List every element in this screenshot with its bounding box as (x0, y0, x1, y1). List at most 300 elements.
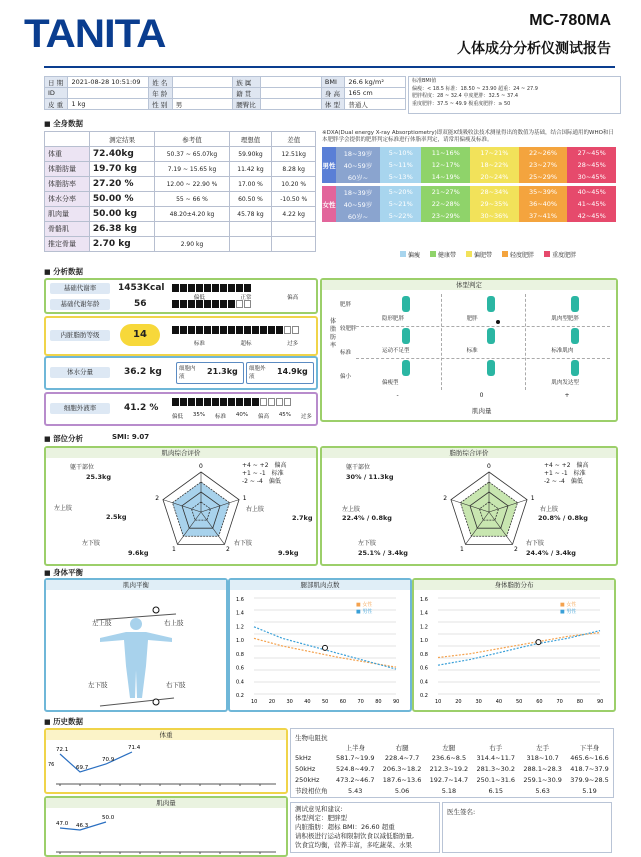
comp-cell: 12.51kg (272, 147, 316, 162)
svg-text:2: 2 (443, 494, 448, 502)
comp-cell (155, 222, 229, 237)
dxa-row (322, 159, 616, 171)
bmr-panel (44, 278, 318, 314)
comp-header: 测定结果 (89, 132, 154, 147)
comp-cell: 50.00 kg (89, 207, 154, 222)
impedance-row (291, 774, 613, 785)
impedance-cell: 465.6~16.6 (570, 753, 609, 762)
svg-text:40: 40 (304, 699, 311, 705)
dxa-cell: 5~11% (380, 159, 421, 171)
bmr-age-label: 基础代谢年龄 (50, 299, 110, 310)
svg-text:90: 90 (597, 699, 604, 705)
svg-text:70.9: 70.9 (102, 757, 115, 763)
model-number: MC-780MA (529, 12, 611, 29)
comp-cell: 17.00 % (229, 177, 272, 192)
comp-cell: 2.70 kg (89, 237, 154, 252)
impedance-cell: 187.6~13.6 (382, 775, 422, 784)
dxa-cell: 36~40% (519, 198, 568, 210)
body-type-cell: 肥胖 (466, 316, 478, 322)
body-type-y-tick: 标准 (340, 350, 352, 356)
comp-cell: 体脂肪量 (45, 162, 90, 177)
comp-cell: 10.20 % (272, 177, 316, 192)
dxa-cell: 28~45% (567, 159, 616, 171)
balance-ra-label: 右上肢 (164, 619, 184, 627)
svg-text:■ 女性: ■ 女性 (356, 602, 373, 608)
body-type-grid (340, 294, 610, 390)
dxa-row (322, 186, 616, 198)
comp-cell (229, 237, 272, 252)
info-key: 年 龄 (149, 88, 172, 99)
svg-text:60: 60 (339, 699, 347, 705)
comp-cell: 50.00 % (89, 192, 154, 207)
comp-cell: -10.50 % (272, 192, 316, 207)
body-type-cell: 标准 (466, 348, 478, 354)
visceral-fat-panel (44, 316, 318, 356)
dxa-cell: 40~45% (567, 186, 616, 198)
balance-la-label: 左上肢 (92, 619, 112, 627)
muscle-ra-value: 2.7kg (292, 514, 313, 522)
comp-row (45, 162, 316, 177)
comp-cell: 26.38 kg (89, 222, 154, 237)
dxa-cell: 5~20% (380, 186, 421, 198)
body-type-cell: 标准肌肉 (551, 348, 574, 354)
impedance-header: 右手 (489, 744, 503, 752)
fat-distribution-panel (412, 578, 616, 712)
svg-text:0.4: 0.4 (420, 679, 428, 686)
ecr-bar (172, 398, 291, 406)
svg-text:■ 男性: ■ 男性 (356, 609, 373, 615)
impedance-cell: 418.7~37.9 (570, 764, 609, 773)
impedance-cell: 5.19 (582, 786, 597, 795)
muscle-trunk-label: 躯干部位 (70, 464, 95, 471)
dxa-note: ※DXA(Dual energy X-ray Absorptiometry)即双能X线吸收法技术测量得出的数值为基础，结合国际通用的WHO和日本肥胖学会提供的肥胖判定标准进行体脂率判定，请常用偏瘦及标准。 (322, 130, 614, 143)
svg-text:80: 80 (375, 699, 382, 705)
svg-text:■ 男性: ■ 男性 (560, 609, 577, 615)
svg-text:30: 30 (286, 699, 293, 705)
dxa-legend-item: 重度肥胖 (544, 250, 576, 259)
dxa-row (322, 171, 616, 183)
svg-text:1: 1 (242, 494, 247, 502)
svg-text:50: 50 (322, 699, 329, 705)
dxa-age: 18~39岁 (336, 186, 380, 198)
svg-text:■ 女性: ■ 女性 (560, 602, 577, 608)
comp-cell: 27.20 % (89, 177, 154, 192)
dxa-legend-item: 轻度肥胖 (502, 250, 534, 259)
svg-text:69.7: 69.7 (76, 765, 89, 771)
info-key: 日 期 (45, 77, 68, 88)
bmr-bar (172, 284, 251, 292)
dxa-age: 18~39岁 (336, 147, 380, 159)
figure-icon (402, 328, 410, 344)
comp-cell: 8.28 kg (272, 162, 316, 177)
muscle-balance-panel (44, 578, 228, 712)
body-type-x-ticks: - 0 + (396, 392, 570, 399)
body-type-cell: 肌肉型肥胖 (551, 316, 579, 322)
bmr-age-value: 56 (134, 299, 147, 309)
balance-rl-label: 右下肢 (166, 681, 186, 689)
impedance-panel (290, 728, 614, 798)
svg-text:20: 20 (268, 699, 276, 705)
dxa-cell: 35~39% (519, 186, 568, 198)
icw-box: 细胞内液 21.3kg (176, 362, 244, 384)
comp-cell: 72.40kg (89, 147, 154, 162)
dxa-age: 40~59岁 (336, 159, 380, 171)
comp-header: 理想值 (229, 132, 272, 147)
header-divider (44, 66, 615, 68)
visceral-label: 内脏脂肪等级 (50, 330, 110, 341)
doctor-signature-label: 医生签名: (447, 808, 476, 816)
figure-icon (402, 296, 410, 312)
leg-muscle-panel (228, 578, 412, 712)
comp-cell: 体重 (45, 147, 90, 162)
impedance-header: 右腿 (395, 744, 409, 752)
comp-row (45, 207, 316, 222)
body-type-marker (496, 320, 500, 324)
dxa-legend (400, 250, 576, 259)
dxa-cell: 37~41% (519, 210, 568, 222)
impedance-cell: 314.4~11.7 (476, 753, 516, 762)
dxa-cell: 5~13% (380, 171, 421, 183)
info-value (68, 88, 149, 99)
section-balance: ■ 身体平衡 (44, 567, 83, 578)
impedance-cell: 5.06 (394, 786, 410, 795)
comp-cell: 4.22 kg (272, 207, 316, 222)
info-table (44, 76, 406, 110)
weight-history-title: 体重 (46, 730, 286, 740)
muscle-history-panel (44, 796, 288, 857)
muscle-history-title: 肌肉量 (46, 798, 286, 808)
fat-la-value: 22.4% / 0.8kg (342, 514, 392, 522)
smi-value: SMI: 9.07 (112, 433, 150, 441)
fat-trunk-value: 30% / 11.3kg (346, 473, 394, 481)
dxa-row (322, 210, 616, 222)
leg-muscle-title: 腿部肌肉点数 (230, 580, 410, 590)
info-value: 165 cm (345, 88, 406, 99)
segment-legend-row: -2 ~ -4 偏低 (242, 478, 281, 485)
section-segment: ■ 部位分析 (44, 433, 83, 444)
impedance-cell: 318~10.7 (526, 753, 559, 762)
body-type-panel (320, 278, 618, 422)
dxa-cell: 18~22% (470, 159, 519, 171)
body-composition-table (44, 131, 316, 252)
svg-text:71.4: 71.4 (128, 745, 141, 751)
impedance-cell: 473.2~46.7 (335, 775, 375, 784)
svg-text:10: 10 (251, 699, 258, 705)
info-key: BMI (321, 77, 344, 88)
report-title: 人体成分分析仪测试报告 (457, 41, 611, 57)
dxa-legend-item: 偏瘦 (400, 250, 420, 259)
svg-text:0.8: 0.8 (236, 651, 244, 658)
fat-segment-legend (544, 462, 589, 486)
comp-cell: 48.20±4.20 kg (155, 207, 229, 222)
info-key: ID (45, 88, 68, 99)
comp-cell: 骨骼肌 (45, 222, 90, 237)
svg-text:0.6: 0.6 (236, 665, 244, 672)
muscle-la-label: 左上肢 (54, 505, 73, 512)
fat-rl-label: 右下肢 (526, 540, 545, 547)
figure-icon (571, 328, 579, 344)
dxa-age: 40~59岁 (336, 198, 380, 210)
muscle-trunk-value: 25.3kg (86, 473, 112, 481)
comp-cell: 推定骨量 (45, 237, 90, 252)
water-label: 体水分量 (50, 367, 110, 378)
comp-cell: 45.78 kg (229, 207, 272, 222)
dxa-cell: 17~21% (470, 147, 519, 159)
balance-ll-label: 左下肢 (88, 681, 108, 689)
body-silhouette (76, 594, 196, 708)
info-key: 籍 贯 (233, 88, 261, 99)
info-value: 1 kg (68, 99, 149, 110)
dxa-cell: 22~26% (519, 147, 568, 159)
info-key: 性 别 (149, 99, 172, 110)
comp-cell: 体水分率 (45, 192, 90, 207)
dxa-cell: 28~34% (470, 186, 519, 198)
svg-text:0.8: 0.8 (420, 651, 428, 658)
dxa-cell: 29~35% (470, 198, 519, 210)
svg-text:1.4: 1.4 (420, 610, 428, 617)
impedance-row (291, 763, 613, 774)
dxa-cell: 23~29% (421, 210, 470, 222)
dxa-row (322, 147, 616, 159)
body-type-cell: 肌肉发达型 (551, 380, 579, 386)
comp-cell: 2.90 kg (155, 237, 229, 252)
muscle-balance-title: 肌肉平衡 (46, 580, 226, 590)
info-key: 腰臀比 (233, 99, 261, 110)
dxa-legend-item: 健康带 (430, 250, 456, 259)
impedance-cell: 192.7~14.7 (429, 775, 469, 784)
age-bar (172, 300, 251, 308)
impedance-cell: 250.1~31.6 (476, 775, 516, 784)
fat-trunk-label: 躯干部位 (346, 464, 371, 471)
svg-text:47.0: 47.0 (56, 821, 69, 827)
info-value (261, 99, 322, 110)
impedance-title: 生物电阻抗 (295, 734, 328, 742)
svg-text:0.4: 0.4 (236, 679, 244, 686)
dxa-cell: 25~29% (519, 171, 568, 183)
fat-ll-value: 25.1% / 3.4kg (358, 549, 408, 557)
svg-text:1: 1 (530, 494, 535, 502)
bmr-scale: 偏低 正常 偏高 (193, 295, 299, 301)
comp-row (45, 237, 316, 252)
body-type-x-axis: 肌肉量 (472, 407, 492, 415)
impedance-cell: 5kHz (295, 753, 312, 762)
dxa-age: 60岁~ (336, 171, 380, 183)
impedance-header: 下半身 (579, 744, 600, 752)
impedance-cell: 6.15 (488, 786, 504, 795)
info-value (261, 77, 322, 88)
comp-cell: 59.90kg (229, 147, 272, 162)
comp-cell: 肌肉量 (45, 207, 90, 222)
info-key: 皮 重 (45, 99, 68, 110)
muscle-ra-label: 右上肢 (246, 506, 265, 513)
body-type-y-tick: 偏小 (340, 374, 352, 380)
info-key: 族 属 (233, 77, 261, 88)
svg-text:60: 60 (536, 699, 543, 705)
impedance-cell: 259.1~30.9 (523, 775, 562, 784)
comp-header: 差值 (272, 132, 316, 147)
dxa-gender: 男性 (322, 147, 336, 183)
info-value: 男 (172, 99, 233, 110)
info-row (45, 99, 406, 110)
dxa-age: 60岁~ (336, 210, 380, 222)
svg-text:0: 0 (487, 463, 491, 470)
visceral-bar (172, 326, 299, 334)
fat-rl-value: 24.4% / 3.4kg (526, 549, 576, 557)
fat-segment-title: 脂肪综合评价 (322, 448, 616, 458)
muscle-segment-title: 肌肉综合评价 (46, 448, 316, 458)
dxa-legend-item: 偏肥带 (466, 250, 492, 259)
impedance-row (291, 785, 613, 796)
dxa-cell: 12~17% (421, 159, 470, 171)
svg-text:2: 2 (514, 546, 518, 554)
svg-text:1.6: 1.6 (236, 597, 244, 603)
impedance-cell: 379.9~28.5 (570, 775, 609, 784)
muscle-la-value: 2.5kg (106, 513, 127, 521)
dxa-cell: 22~28% (421, 198, 470, 210)
comp-cell: 11.42 kg (229, 162, 272, 177)
impedance-cell: 5.18 (441, 786, 457, 795)
svg-text:1: 1 (171, 546, 176, 554)
svg-text:76: 76 (48, 762, 55, 768)
impedance-cell: 50kHz (295, 764, 316, 773)
svg-text:1.2: 1.2 (420, 624, 428, 631)
svg-text:46.3: 46.3 (76, 823, 89, 829)
dxa-cell: 20~24% (470, 171, 519, 183)
comp-cell: 体脂肪率 (45, 177, 90, 192)
svg-text:40: 40 (495, 699, 503, 705)
muscle-ll-value: 9.6kg (128, 549, 149, 557)
figure-icon (487, 328, 495, 344)
svg-text:10: 10 (435, 699, 442, 705)
dxa-cell: 30~45% (567, 171, 616, 183)
dxa-cell: 27~45% (567, 147, 616, 159)
doctor-signature-box (442, 802, 612, 853)
figure-icon (571, 360, 579, 376)
svg-text:80: 80 (576, 699, 584, 705)
impedance-cell: 236.6~8.5 (431, 753, 467, 762)
muscle-segment-panel (44, 446, 318, 566)
fat-distribution-title: 身体脂肪分布 (414, 580, 614, 590)
dxa-cell: 5~22% (380, 210, 421, 222)
section-analysis: ■ 分析数据 (44, 266, 83, 277)
dxa-fat-table (322, 147, 616, 222)
svg-text:1: 1 (459, 546, 464, 554)
visceral-scale: 标准 超标 过多 (193, 341, 299, 347)
body-type-cell: 偏瘦型 (382, 380, 399, 386)
impedance-cell: 524.8~49.7 (335, 764, 375, 773)
info-value (261, 88, 322, 99)
svg-text:0: 0 (199, 463, 203, 470)
impedance-row (291, 752, 613, 763)
advice-panel: 测试意见和建议: 体型判定：肥胖型 内脏脂肪：超标 BMI：26.60 超重 请积极进行运动和限制饮食以减低脂肪量, 饮食宜均衡，营养丰富，多吃蔬菜、水果 (290, 802, 440, 853)
fat-la-label: 左上肢 (342, 506, 361, 513)
body-type-cell: 隐形肥胖 (382, 316, 405, 322)
section-history: ■ 历史数据 (44, 716, 83, 727)
fat-distribution-chart (418, 592, 610, 708)
svg-text:1.6: 1.6 (420, 597, 428, 603)
ecr-value: 41.2 % (124, 403, 159, 413)
dxa-cell: 5~21% (380, 198, 421, 210)
info-row (45, 88, 406, 99)
segment-legend-row: +4 ~ +2 偏高 (544, 462, 589, 469)
dxa-cell: 21~27% (421, 186, 470, 198)
impedance-cell: 5.63 (535, 786, 550, 795)
segment-legend-row: +4 ~ +2 偏高 (242, 462, 287, 469)
impedance-cell: 281.3~30.2 (476, 764, 516, 773)
impedance-cell: 节段相位角 (295, 787, 328, 795)
body-water-panel (44, 356, 318, 390)
segment-legend-row: +1 ~ -1 标准 (544, 470, 586, 477)
comp-header: 参考值 (155, 132, 229, 147)
info-value (172, 88, 233, 99)
impedance-cell: 228.4~7.7 (384, 753, 420, 762)
muscle-rl-value: 9.9kg (278, 549, 299, 557)
impedance-cell: 288.1~28.3 (523, 764, 562, 773)
figure-icon (487, 360, 495, 376)
ecw-box: 细胞外液 14.9kg (246, 362, 314, 384)
comp-cell: 60.50 % (229, 192, 272, 207)
impedance-header: 左手 (536, 744, 550, 752)
impedance-cell: 5.43 (347, 786, 363, 795)
svg-text:2: 2 (226, 546, 230, 554)
impedance-cell: 212.3~19.2 (429, 764, 469, 773)
dxa-cell: 30~36% (470, 210, 519, 222)
svg-text:1.4: 1.4 (236, 610, 244, 617)
segment-legend-row: -2 ~ -4 偏低 (544, 478, 583, 485)
comp-header (45, 132, 90, 147)
svg-text:70: 70 (556, 699, 563, 705)
svg-text:0.6: 0.6 (420, 665, 428, 672)
leg-muscle-chart (234, 592, 406, 708)
bmr-label: 基础代谢率 (50, 283, 110, 294)
impedance-table (291, 743, 613, 796)
muscle-history-chart (46, 808, 286, 855)
bmi-reference-note: 标准BMI值 偏瘦：< 18.5 标准：18.50 ~ 23.90 超重：24 ~ 27.9 肥胖程度：28 ~ 32.4 中度肥胖：32.5 ~ 37.4 重度肥胖：37.5 ~ 49.9 极重度肥胖：≥ 50 (408, 76, 621, 114)
advice-title: 测试意见和建议: (295, 805, 343, 813)
body-type-y-axis: 体脂肪率 (330, 318, 337, 349)
comp-row (45, 177, 316, 192)
bmr-value: 1453Kcal (118, 283, 165, 293)
fat-ra-value: 20.8% / 0.8kg (538, 514, 588, 522)
svg-text:2: 2 (155, 494, 160, 502)
svg-text:50.0: 50.0 (102, 815, 115, 821)
dxa-row (322, 198, 616, 210)
comp-row (45, 222, 316, 237)
body-type-y-tick: 较肥胖 (340, 326, 357, 332)
fat-ra-label: 右上肢 (540, 506, 559, 513)
figure-icon (487, 296, 495, 312)
water-value: 36.2 kg (124, 367, 162, 377)
weight-history-chart (46, 740, 286, 792)
comp-cell (272, 222, 316, 237)
tanita-logo: TANITA (24, 12, 166, 56)
figure-icon (402, 360, 410, 376)
svg-text:1.0: 1.0 (236, 638, 244, 645)
impedance-cell: 250kHz (295, 775, 320, 784)
info-key: 身 高 (321, 88, 344, 99)
svg-text:1.2: 1.2 (236, 624, 244, 631)
svg-text:70: 70 (357, 699, 364, 705)
comp-cell: 19.70 kg (89, 162, 154, 177)
info-row (45, 77, 406, 88)
info-value: 26.6 kg/m² (345, 77, 406, 88)
svg-text:0.2: 0.2 (236, 693, 244, 699)
body-type-cell: 运动不足型 (382, 348, 410, 354)
comp-cell: 50.37 ~ 65.07kg (155, 147, 229, 162)
dxa-gender: 女性 (322, 186, 336, 222)
muscle-segment-legend (242, 462, 287, 486)
fat-ll-label: 左下肢 (358, 540, 377, 547)
